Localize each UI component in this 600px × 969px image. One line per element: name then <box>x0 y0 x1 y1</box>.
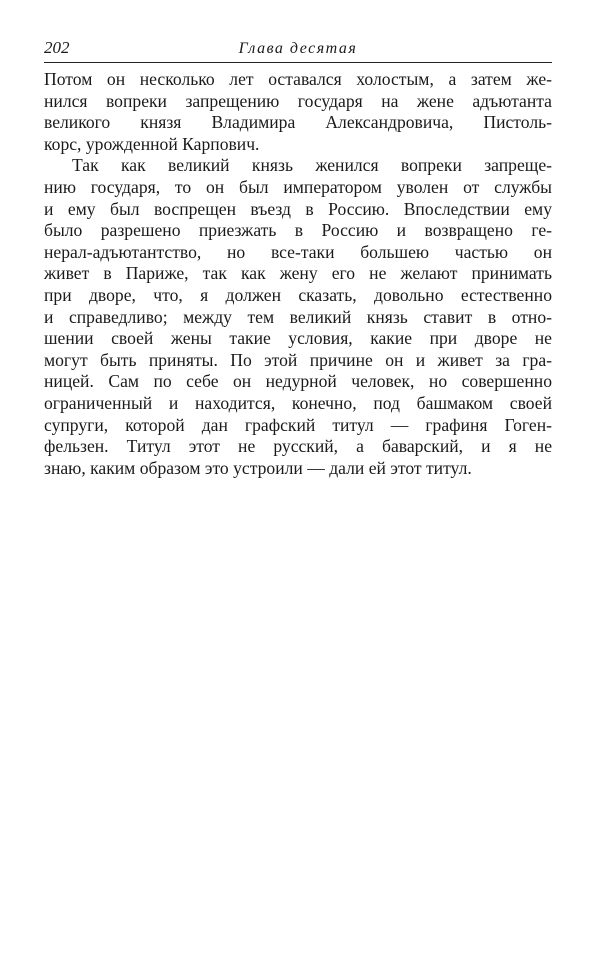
text-line: великого князя Владимира Александровича, Пистоль- <box>44 112 552 133</box>
text-line: живет в Париже, так как жену его не желают принимать <box>44 263 552 284</box>
body-text <box>44 69 552 479</box>
text-line: Так как великий князь женился вопреки запреще- <box>72 155 552 176</box>
text-line: ницей. Сам по себе он недурной человек, но совершенно <box>44 371 552 392</box>
chapter-title: Глава десятая <box>238 40 358 57</box>
text-line: Потом он несколько лет оставался холостым, а затем же- <box>44 69 552 89</box>
page-number: 202 <box>44 38 70 57</box>
text-line: корс, урожденной Карпович. <box>44 133 260 154</box>
text-line: и ему был воспрещен въезд в Россию. Впоследствии ему <box>44 198 552 219</box>
text-line: и справедливо; между тем великий князь ставит в отно- <box>44 306 552 327</box>
text-line: было разрешено приезжать в Россию и возвращено ге- <box>44 220 552 241</box>
text-line: нию государя, то он был императором уволен от службы <box>44 176 552 197</box>
paragraph-1 <box>44 69 552 155</box>
text-line: ограниченный и находится, конечно, под башмаком своей <box>44 392 552 413</box>
text-line: нился вопреки запрещению государя на жене адъютанта <box>44 90 552 111</box>
text-line: фельзен. Титул этот не русский, а баварский, и я не <box>44 436 552 457</box>
text-line: шении своей жены такие условия, какие при дворе не <box>44 328 552 349</box>
text-line: при дворе, что, я должен сказать, довольно естественно <box>44 284 552 305</box>
text-line: нерал-адъютантство, но все-таки большею частью он <box>44 241 552 262</box>
text-line: знаю, каким образом это устроили — дали ей этот титул. <box>44 457 472 478</box>
book-page <box>44 38 552 479</box>
text-line: супруги, которой дан графский титул — графиня Гоген- <box>44 414 552 435</box>
running-head <box>44 38 552 63</box>
paragraph-2 <box>44 155 552 479</box>
text-line: могут быть приняты. По этой причине он и живет за гра- <box>44 349 552 370</box>
